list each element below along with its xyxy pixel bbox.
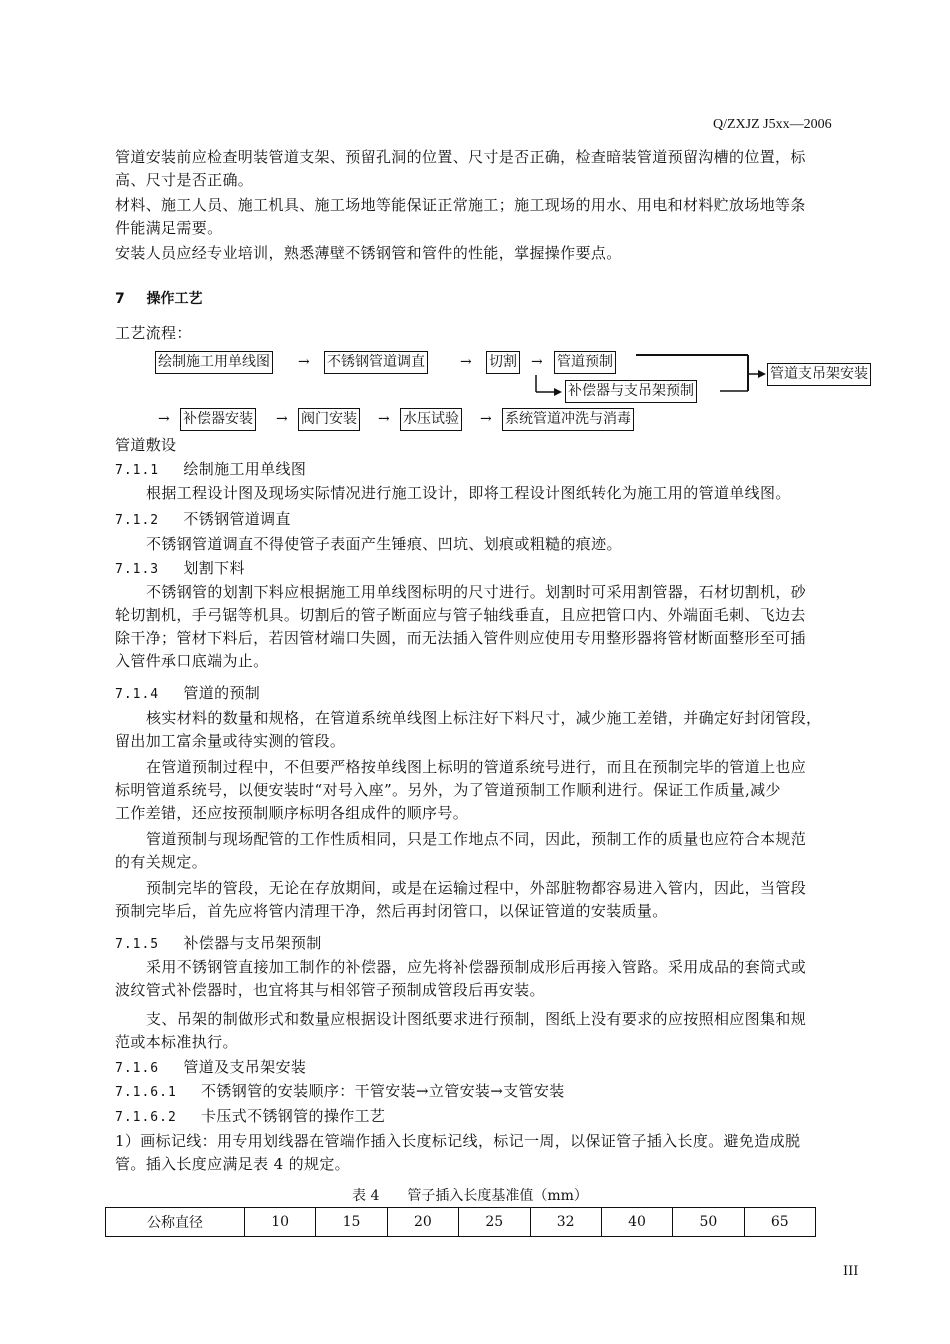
table-cell: 25 (459, 1208, 530, 1237)
table-4-caption: 表 4 管子插入长度基准值（mm） (352, 1188, 588, 1204)
arrowhead-icon (554, 388, 562, 396)
table-cell: 10 (245, 1208, 316, 1237)
clause-number: 7.1.5 (115, 937, 160, 952)
text-line: 安装人员应经专业培训，熟悉薄壁不锈钢管和管件的性能，掌握操作要点。 (115, 244, 622, 262)
section-title: 操作工艺 (146, 291, 203, 307)
table-4 (105, 1207, 816, 1237)
clause-7-1-3-text (115, 581, 806, 673)
clause-7-1-1-heading (115, 458, 306, 482)
clause-title: 不锈钢管的安装顺序：干管安装→立管安装→支管安装 (201, 1082, 565, 1100)
clause-7-1-2-text: 不锈钢管道调直不得使管子表面产生锤痕、凹坑、划痕或粗糙的痕迹。 (146, 535, 622, 553)
clause-7-1-4-heading (115, 682, 260, 706)
step-1-text (115, 1130, 800, 1176)
clause-title: 绘制施工用单线图 (183, 460, 307, 478)
text-line: 标明管道系统号，以便安装时“对号入座”。另外，为了管道预制工作顺利进行。保证工作质量,减少 (115, 781, 781, 799)
clause-7-1-6-2 (115, 1105, 385, 1129)
text-line: 1）画标记线：用专用划线器在管端作插入长度标记线，标记一周，以保证管子插入长度。避免造成脱 (115, 1132, 801, 1150)
text-line: 的有关规定。 (115, 853, 208, 871)
clause-7-1-1-text: 根据工程设计图及现场实际情况进行施工设计，即将工程设计图纸转化为施工用的管道单线图。 (146, 484, 791, 502)
flow-box-support-install: 管道支吊架安装 (767, 363, 871, 386)
text-line: 预制完毕的管段，无论在存放期间，或是在运输过程中，外部脏物都容易进入管内，因此，当管段 (146, 879, 807, 897)
table-cell: 32 (530, 1208, 601, 1237)
page-number: III (843, 1264, 859, 1279)
text-line: 除干净；管材下料后，若因管材端口失圆，而无法插入管件则应使用专用整形器将管材断面整形至可插 (115, 629, 806, 647)
text-line: 工作差错，还应按预制顺序标明各组成件的顺序号。 (115, 804, 469, 822)
text-line: 不锈钢管的划割下料应根据施工用单线图标明的尺寸进行。划割时可采用割管器，石材切割机，砂 (146, 583, 807, 601)
clause-number: 7.1.4 (115, 687, 160, 702)
clause-title: 划割下料 (183, 559, 245, 577)
table-row-label: 公称直径 (106, 1208, 245, 1237)
clause-7-1-6-heading (115, 1056, 306, 1080)
clause-title: 不锈钢管道调直 (183, 510, 291, 528)
text-line: 件能满足需要。 (115, 219, 223, 237)
text-line: 材料、施工人员、施工机具、施工场地等能保证正常施工；施工现场的用水、用电和材料贮放场地等条 (115, 196, 806, 214)
clause-7-1-5-text (115, 956, 806, 1054)
flow-box-compensator-install: 补偿器安装 (180, 408, 256, 431)
flow-box-straightening: 不锈钢管道调直 (324, 351, 428, 374)
pipe-laying-heading: 管道敷设 (115, 436, 177, 454)
text-line: 核实材料的数量和规格，在管道系统单线图上标注好下料尺寸，减少施工差错，并确定好封闭管段， (146, 709, 822, 727)
text-line: 在管道预制过程中，不但要严格按单线图上标明的管道系统号进行，而且在预制完毕的管道上也应 (146, 758, 807, 776)
flow-arrow: → (480, 411, 492, 427)
section-number: 7 (115, 291, 125, 307)
arrowhead-icon (758, 370, 766, 378)
clause-title: 管道及支吊架安装 (183, 1058, 307, 1076)
text-line: 预制完毕后，首先应将管内清理干净，然后再封闭管口，以保证管道的安装质量。 (115, 902, 668, 920)
flow-arrow: → (158, 411, 170, 427)
clause-number: 7.1.3 (115, 562, 160, 577)
flow-box-compensator-prefab: 补偿器与支吊架预制 (565, 380, 697, 403)
table-cell: 40 (601, 1208, 672, 1237)
clause-title: 补偿器与支吊架预制 (183, 934, 322, 952)
clause-number: 7.1.2 (115, 513, 160, 528)
flow-arrow: → (276, 411, 288, 427)
table-row (106, 1208, 816, 1237)
flow-arrow: → (531, 354, 543, 370)
flow-arrow: → (298, 354, 310, 370)
text-line: 管。插入长度应满足表 4 的规定。 (115, 1155, 351, 1173)
clause-number: 7.1.6.1 (115, 1085, 177, 1100)
text-line: 支、吊架的制做形式和数量应根据设计图纸要求进行预制，图纸上没有要求的应按照相应图集和规 (146, 1010, 807, 1028)
text-line: 管道安装前应检查明装管道支架、预留孔洞的位置、尺寸是否正确，检查暗装管道预留沟槽的位置，标 (115, 148, 806, 166)
flow-box-drawing: 绘制施工用单线图 (155, 351, 273, 374)
text-line: 留出加工富余量或待实测的管段。 (115, 732, 346, 750)
clause-7-1-5-heading (115, 932, 322, 956)
clause-number: 7.1.6.2 (115, 1110, 177, 1125)
flow-connectors (0, 0, 950, 420)
text-line: 高、尺寸是否正确。 (115, 171, 254, 189)
flow-box-flushing: 系统管道冲洗与消毒 (502, 408, 634, 431)
clause-7-1-6-1 (115, 1080, 565, 1104)
flow-box-valve-install: 阀门安装 (298, 408, 360, 431)
table-cell: 65 (744, 1208, 815, 1237)
flow-label: 工艺流程： (115, 324, 192, 342)
clause-7-1-4-text (115, 707, 821, 923)
clause-7-1-3-heading (115, 557, 245, 581)
clause-number: 7.1.6 (115, 1061, 160, 1076)
document-code: Q/ZXJZ J5xx—2006 (713, 117, 832, 132)
text-line: 管道预制与现场配管的工作性质相同，只是工作地点不同，因此，预制工作的质量也应符合本规范 (146, 830, 807, 848)
text-line: 范或本标准执行。 (115, 1033, 238, 1051)
flow-box-prefab: 管道预制 (554, 351, 616, 374)
table-cell: 20 (387, 1208, 458, 1237)
clause-number: 7.1.1 (115, 463, 160, 478)
flow-arrow: → (378, 411, 390, 427)
flow-arrow: → (460, 354, 472, 370)
flow-box-cutting: 切割 (486, 351, 520, 374)
clause-title: 卡压式不锈钢管的操作工艺 (201, 1107, 386, 1125)
text-line: 入管件承口底端为止。 (115, 652, 269, 670)
table-cell: 50 (673, 1208, 744, 1237)
clause-7-1-2-heading (115, 508, 291, 532)
text-line: 轮切割机，手弓锯等机具。切割后的管子断面应与管子轴线垂直，且应把管口内、外端面毛刺、飞边去 (115, 606, 806, 624)
flow-box-pressure-test: 水压试验 (400, 408, 462, 431)
text-line: 采用不锈钢管直接加工制作的补偿器，应先将补偿器预制成形后再接入管路。采用成品的套筒式或 (146, 958, 807, 976)
clause-title: 管道的预制 (183, 684, 261, 702)
table-cell: 15 (316, 1208, 387, 1237)
text-line: 波纹管式补偿器时，也宜将其与相邻管子预制成管段后再安装。 (115, 981, 545, 999)
